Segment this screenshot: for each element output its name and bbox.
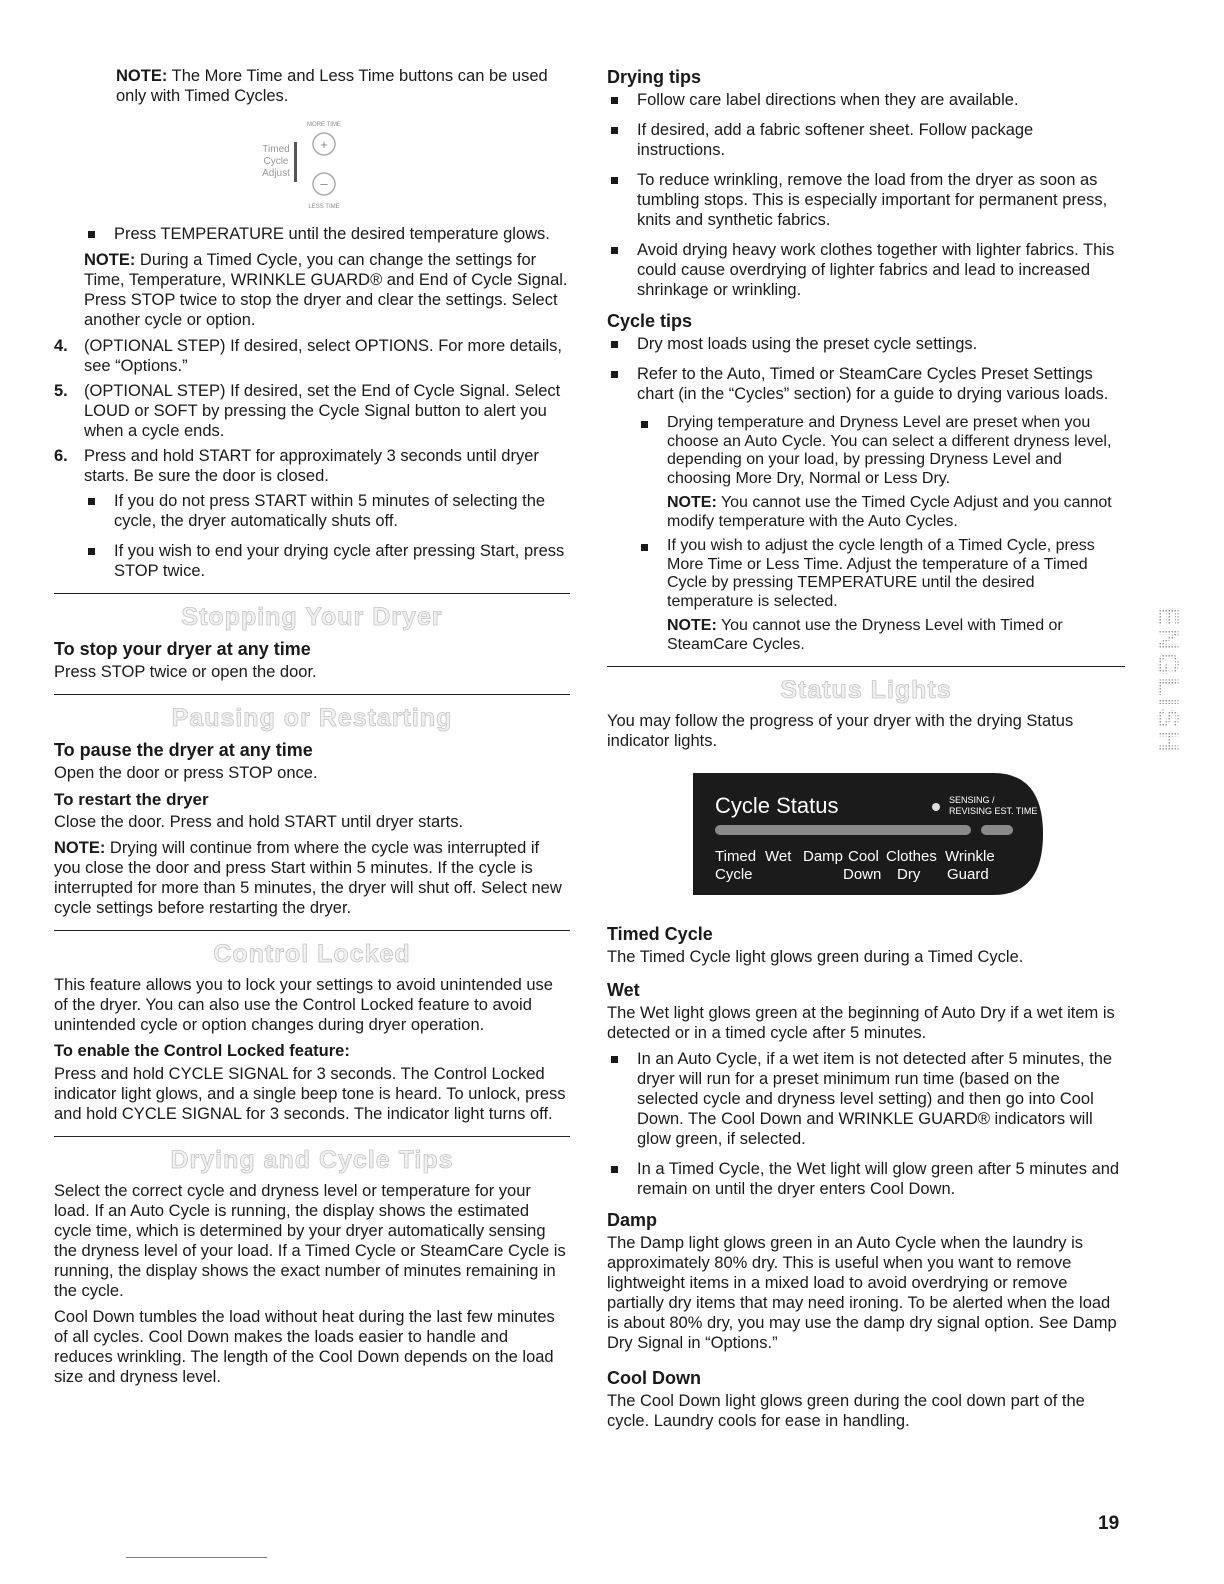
- step-6-bullets: [54, 491, 570, 581]
- damp-text: The Damp light glows green in an Auto Cycle when the laundry is approximately 80% dry. This is useful when you want to remove lightweight items in a mixed load to avoid overdrying or remove partially dry items that may need ironing. To be alerted when the load is about 80% dry, you may use the damp dry signal option. See Damp Dry Signal in “Options.”: [607, 1234, 1117, 1352]
- tips-para-1: Select the correct cycle and dryness level or temperature for your load. If an Auto Cycle is running, the display shows the estimated cycle time, which is determined by your dryer automatically sensing the dryness level of your load. If a Timed Cycle or SteamCare Cycle is running, the display shows the exact number of minutes remaining in the cycle.: [54, 1182, 566, 1300]
- list-item: In an Auto Cycle, if a wet item is not detected after 5 minutes, the dryer will run for a preset minimum run time (based on the selected cycle and dryness level setting) and then go into Cool Down. The Cool Down and WRINKLE GUARD® indicators will glow green, if selected.: [607, 1049, 1125, 1149]
- sensing-label-2: REVISING EST. TIME: [949, 806, 1038, 816]
- list-item: If you wish to adjust the cycle length of a Timed Cycle, press More Time or Less Time. Adjust the temperature of a Timed Cycle by pressing TEMPERATURE until the desired temperature is selected.: [637, 537, 1125, 611]
- status-label-wrinkle: Wrinkle: [945, 848, 995, 865]
- progress-end-cap: [981, 825, 1013, 835]
- less-time-label: LESS TIME: [308, 204, 340, 210]
- list-item: Refer to the Auto, Timed or SteamCare Cycles Preset Settings chart (in the “Cycles” section) for a guide to drying various loads.: [607, 364, 1125, 404]
- bullet-temperature: Press TEMPERATURE until the desired temperature glows.: [84, 224, 570, 244]
- list-item: To reduce wrinkling, remove the load from the dryer as soon as tumbling stops. This is especially important for permanent press, knits and synthetic fabrics.: [607, 170, 1125, 230]
- divider: [54, 1136, 570, 1137]
- heading-cool-down: Cool Down: [607, 1368, 701, 1388]
- step-4: 4. (OPTIONAL STEP) If desired, select OPTIONS. For more details, see “Options.”: [54, 337, 563, 375]
- left-column: [54, 66, 570, 1393]
- list-item: Drying temperature and Dryness Level are preset when you choose an Auto Cycle. You can select a different dryness level, depending on your load, by pressing Dryness Level and choosing More Dry, Normal or Less Dry.: [637, 414, 1125, 488]
- step-5: 5. (OPTIONAL STEP) If desired, set the End of Cycle Signal. Select LOUD or SOFT by pressing the Cycle Signal button to alert you when a cycle ends.: [54, 382, 561, 440]
- heading-drying-tips: Drying tips: [607, 67, 702, 87]
- status-label-cycle: Cycle: [715, 866, 753, 883]
- list-item: If you wish to end your drying cycle after pressing Start, press STOP twice.: [84, 541, 570, 581]
- tips-para-2: Cool Down tumbles the load without heat during the last few minutes of all cycles. Cool Down makes the loads easier to handle and reduces wrinkling. The length of the Cool Down depends on the load size and dryness level.: [54, 1308, 555, 1386]
- heading-cycle-tips: Cycle tips: [607, 311, 693, 331]
- divider: [607, 666, 1125, 667]
- note-auto-cycles: NOTE: You cannot use the Timed Cycle Adjust and you cannot modify temperature with the Auto Cycles.: [667, 494, 1112, 530]
- panel-title: Cycle Status: [715, 793, 839, 818]
- list-item: If desired, add a fabric softener sheet. Follow package instructions.: [607, 120, 1125, 160]
- cycle-status-panel: [693, 773, 1043, 895]
- timed-cycle-text: The Timed Cycle light glows green during a Timed Cycle.: [607, 948, 1024, 966]
- status-label-dry: Dry: [897, 866, 921, 883]
- page-number: 19: [1098, 1513, 1120, 1534]
- list-item: Avoid drying heavy work clothes together with lighter fabrics. This could cause overdrying of lighter fabrics and lead to increased shrinkage or wrinkling.: [607, 240, 1125, 300]
- step-6: 6. Press and hold START for approximately 3 seconds until dryer starts. Be sure the door is closed.: [54, 447, 539, 485]
- status-label-clothes: Clothes: [886, 848, 937, 865]
- status-label-cool: Cool: [848, 848, 879, 865]
- note-restart: NOTE: Drying will continue from where the cycle was interrupted if you close the door and press Start within 5 minutes. If the cycle is interrupted for more than 5 minutes, the dryer will shut off. Select new cycle settings before restarting the dryer.: [54, 839, 562, 917]
- note-more-time: NOTE: The More Time and Less Time buttons can be used only with Timed Cycles.: [116, 67, 548, 105]
- cycle-status-display: [693, 773, 1043, 895]
- section-title-status-lights: Status Lights: [780, 676, 952, 704]
- status-label-wet: Wet: [765, 848, 792, 865]
- temperature-block: [54, 224, 570, 330]
- adjust-buttons-illustration: [254, 112, 364, 220]
- cool-down-text: The Cool Down light glows green during the cool down part of the cycle. Laundry cools for ease in handling.: [607, 1392, 1085, 1430]
- note-dryness-level: NOTE: You cannot use the Dryness Level with Timed or SteamCare Cycles.: [667, 617, 1063, 653]
- list-item: Follow care label directions when they are available.: [607, 90, 1125, 110]
- restart-text: Close the door. Press and hold START until dryer starts.: [54, 813, 464, 831]
- list-item: In a Timed Cycle, the Wet light will glow green after 5 minutes and remain on until the dryer enters Cool Down.: [607, 1159, 1125, 1199]
- svg-text:–: –: [320, 176, 328, 191]
- divider: [54, 694, 570, 695]
- more-time-label: MORE TIME: [307, 122, 341, 128]
- svg-text:+: +: [320, 137, 328, 152]
- timed-label: Timed: [262, 144, 290, 155]
- wet-text: The Wet light glows green at the beginning of Auto Dry if a wet item is detected or in a timed cycle after 5 minutes.: [607, 1004, 1115, 1042]
- heading-restart: To restart the dryer: [54, 790, 209, 809]
- heading-timed-cycle: Timed Cycle: [607, 924, 713, 944]
- section-title-tips: Drying and Cycle Tips: [170, 1146, 454, 1174]
- adjust-label: Adjust: [262, 168, 290, 179]
- heading-pause: To pause the dryer at any time: [54, 740, 313, 760]
- sensing-label-1: SENSING /: [949, 795, 995, 805]
- right-column: [607, 66, 1125, 1437]
- status-label-down: Down: [843, 866, 882, 883]
- note-timed-cycle: NOTE: During a Timed Cycle, you can change the settings for Time, Temperature, WRINKLE GUARD® and End of Cycle Signal. Press STOP twice to stop the dryer and clear the settings. Select another cycle or option.: [84, 251, 568, 329]
- cycle-tips-sublist: [607, 414, 1125, 654]
- heading-stop-dryer: To stop your dryer at any time: [54, 639, 311, 659]
- divider: [54, 593, 570, 594]
- pause-text: Open the door or press STOP once.: [54, 764, 318, 782]
- status-label-guard: Guard: [947, 866, 989, 883]
- heading-wet: Wet: [607, 980, 640, 1000]
- side-tab-label: ENGLISH: [1151, 606, 1185, 754]
- list-item: Dry most loads using the preset cycle settings.: [607, 334, 1125, 354]
- timed-cycle-adjust-figure: [54, 112, 570, 224]
- heading-damp: Damp: [607, 1210, 658, 1230]
- status-label-damp: Damp: [803, 848, 844, 865]
- english-side-tab: [1151, 565, 1185, 795]
- enable-control-locked-text: Press and hold CYCLE SIGNAL for 3 seconds. The Control Locked indicator light glows, and a single beep tone is heard. To unlock, press and hold CYCLE SIGNAL for 3 seconds. The indicator light turns off.: [54, 1065, 566, 1123]
- section-title-stopping: Stopping Your Dryer: [181, 603, 443, 631]
- cycle-label: Cycle: [263, 156, 289, 167]
- list-item: If you do not press START within 5 minutes of selecting the cycle, the dryer automatically shuts off.: [84, 491, 570, 531]
- control-locked-intro: This feature allows you to lock your settings to avoid unintended use of the dryer. You can also use the Control Locked feature to avoid unintended cycle or option changes during dryer operation.: [54, 976, 553, 1034]
- section-title-pausing: Pausing or Restarting: [171, 704, 453, 732]
- stop-text: Press STOP twice or open the door.: [54, 663, 317, 681]
- progress-track: [715, 825, 971, 835]
- divider: [54, 930, 570, 931]
- footer-rule: [126, 1557, 267, 1558]
- sensing-indicator-icon: [932, 803, 940, 811]
- heading-enable-control-locked: To enable the Control Locked feature:: [54, 1042, 350, 1060]
- status-label-timed: Timed: [715, 848, 757, 865]
- status-lights-intro: You may follow the progress of your dryer with the drying Status indicator lights.: [607, 712, 1074, 750]
- section-title-control-locked: Control Locked: [213, 940, 411, 968]
